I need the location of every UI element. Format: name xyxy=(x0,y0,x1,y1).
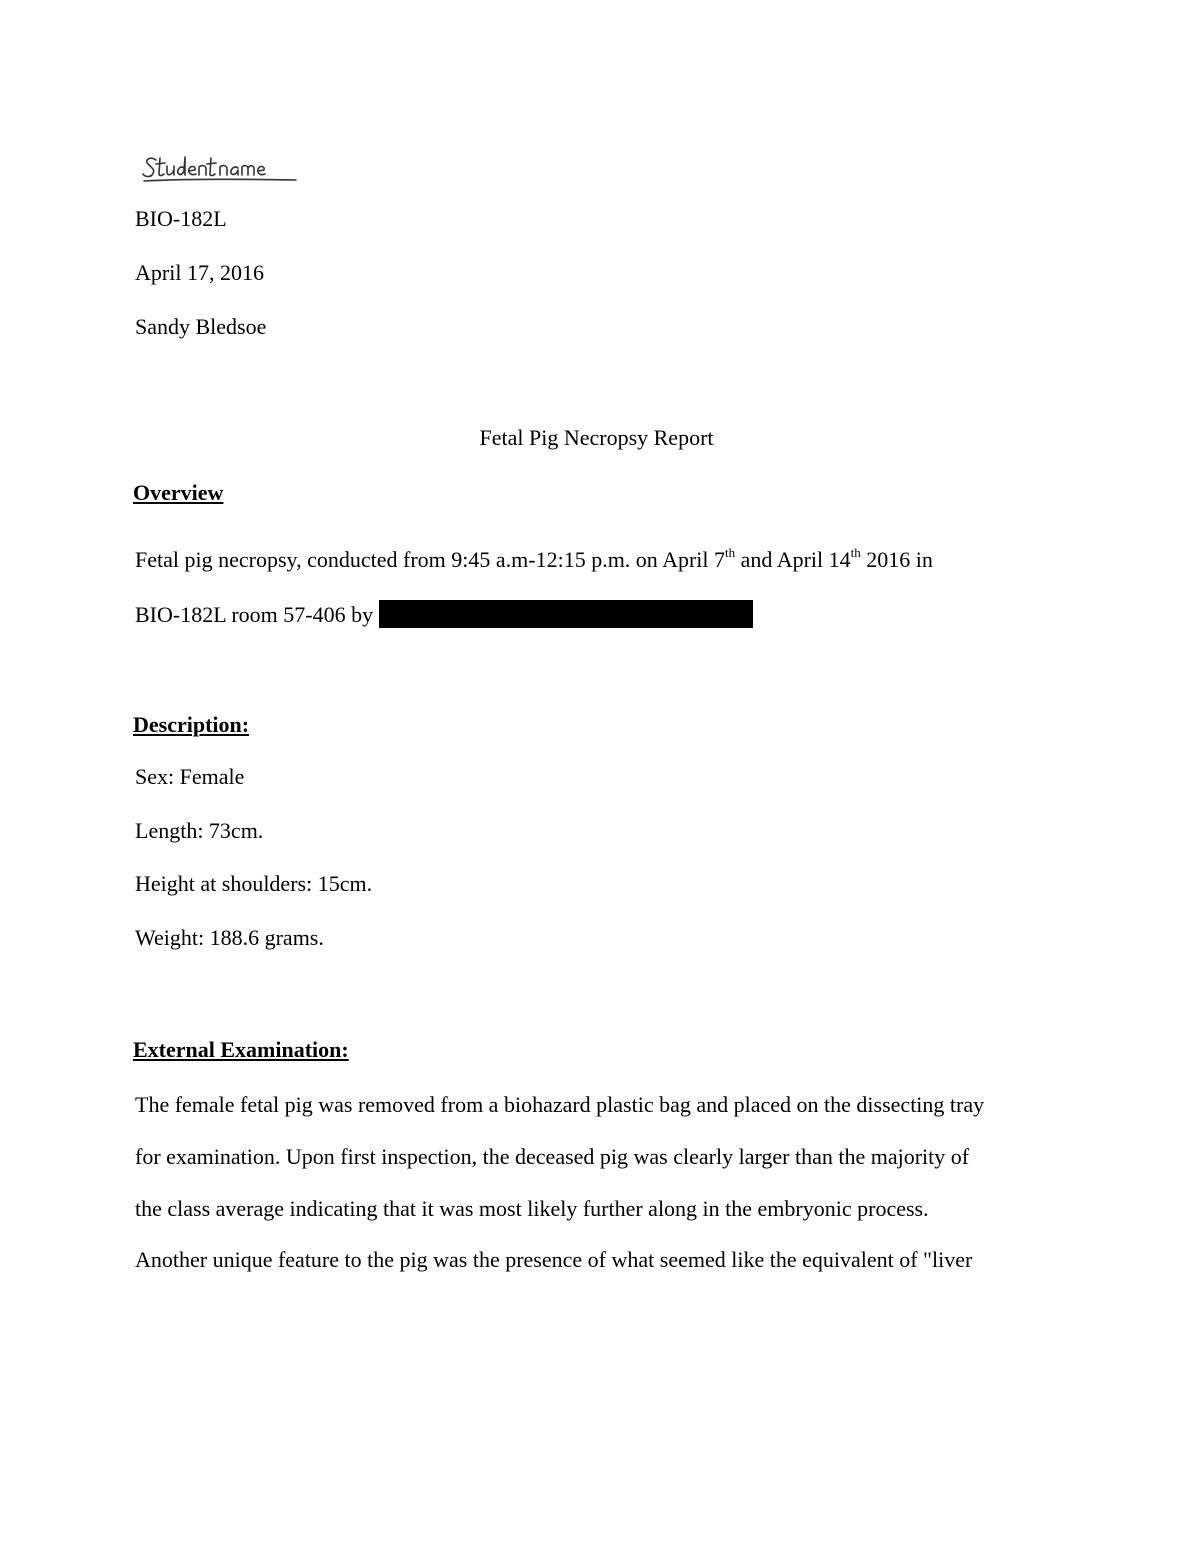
external-paragraph-line-3: the class average indicating that it was most likely further along in the embryonic process. xyxy=(135,1196,929,1221)
redaction-bar xyxy=(379,600,753,628)
description-sex: Sex: Female xyxy=(135,764,245,789)
description-heading: Description: xyxy=(133,712,250,737)
overview-text-line2: BIO-182L room 57-406 by xyxy=(135,602,374,627)
overview-line-2 xyxy=(135,600,753,628)
description-weight: Weight: 188.6 grams. xyxy=(135,925,324,950)
report-date: April 17, 2016 xyxy=(135,260,264,285)
external-paragraph-line-2: for examination. Upon first inspection, the deceased pig was clearly larger than the majority of xyxy=(135,1144,970,1169)
overview-text-c: 2016 in xyxy=(860,547,933,572)
external-paragraph-line-1: The female fetal pig was removed from a biohazard plastic bag and placed on the dissecting tray xyxy=(135,1092,985,1117)
instructor-name: Sandy Bledsoe xyxy=(135,314,267,339)
overview-line-1 xyxy=(135,544,933,573)
external-examination-heading: External Examination: xyxy=(133,1037,349,1062)
description-height: Height at shoulders: 15cm. xyxy=(135,871,373,896)
overview-heading: Overview xyxy=(133,480,224,505)
description-length: Length: 73cm. xyxy=(135,818,264,843)
superscript-th-2: th xyxy=(850,544,861,560)
overview-text-b: and April 14 xyxy=(735,547,851,572)
course-code: BIO-182L xyxy=(135,206,227,231)
handwritten-signature xyxy=(140,148,305,186)
page-title: Fetal Pig Necropsy Report xyxy=(479,425,714,450)
overview-text-a: Fetal pig necropsy, conducted from 9:45 a.m-12:15 p.m. on April 7 xyxy=(135,547,726,572)
external-paragraph-line-4: Another unique feature to the pig was the presence of what seemed like the equivalent of "liver xyxy=(135,1247,973,1272)
superscript-th-1: th xyxy=(725,544,736,560)
